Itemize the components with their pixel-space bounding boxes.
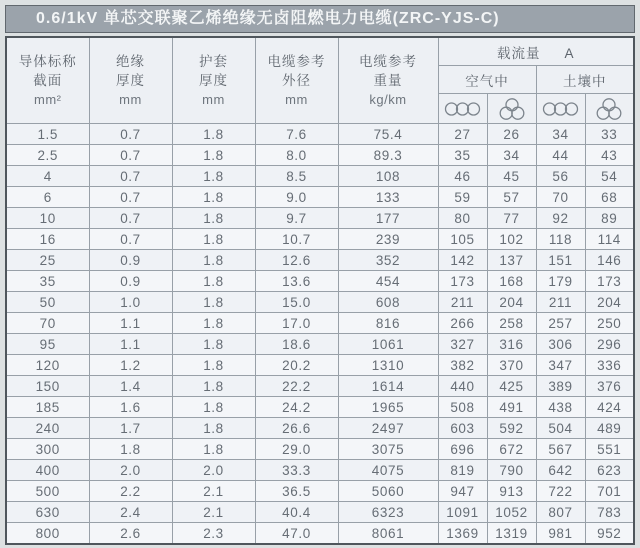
header-line: 绝缘 [116,54,145,69]
cell-ampacity-soil-flat: 347 [536,355,585,376]
header-line: 重量 [373,73,403,88]
cell-ampacity-soil-flat: 389 [536,376,585,397]
table-row [6,523,634,545]
spec-table-body [6,124,634,545]
cell-ampacity-air-flat: 696 [438,439,487,460]
cell-weight: 239 [338,229,438,250]
cell-weight: 4075 [338,460,438,481]
cell-conductor-section: 1.5 [6,124,89,145]
cell-insulation-thickness: 1.8 [89,439,172,460]
cell-ampacity-air-trefoil: 1052 [487,502,536,523]
cell-sheath-thickness: 1.8 [172,397,255,418]
cell-outer-diameter: 12.6 [255,250,338,271]
cell-ampacity-soil-trefoil: 489 [585,418,634,439]
cell-ampacity-soil-flat: 118 [536,229,585,250]
table-row [6,166,634,187]
cell-ampacity-soil-flat: 438 [536,397,585,418]
table-row [6,313,634,334]
cell-outer-diameter: 8.5 [255,166,338,187]
cell-conductor-section: 150 [6,376,89,397]
cell-insulation-thickness: 1.1 [89,334,172,355]
ampacity-label: 载流量 [497,45,541,61]
cell-outer-diameter: 7.6 [255,124,338,145]
cell-weight: 6323 [338,502,438,523]
cell-outer-diameter: 40.4 [255,502,338,523]
table-row [6,460,634,481]
cell-ampacity-soil-flat: 257 [536,313,585,334]
cell-ampacity-soil-trefoil: 701 [585,481,634,502]
header-line: 截面 [33,73,63,88]
cell-ampacity-air-trefoil: 34 [487,145,536,166]
cell-outer-diameter: 29.0 [255,439,338,460]
cell-ampacity-soil-flat: 56 [536,166,585,187]
header-unit: kg/km [369,92,407,107]
table-row [6,124,634,145]
cell-weight: 352 [338,250,438,271]
cell-conductor-section: 2.5 [6,145,89,166]
cell-sheath-thickness: 1.8 [172,313,255,334]
cell-ampacity-air-flat: 59 [438,187,487,208]
header-unit: mm [285,92,308,107]
cell-conductor-section: 50 [6,292,89,313]
cell-ampacity-air-trefoil: 258 [487,313,536,334]
cell-ampacity-air-flat: 173 [438,271,487,292]
cell-insulation-thickness: 0.7 [89,124,172,145]
header-sheath-thickness [172,37,255,124]
table-row [6,334,634,355]
three-circles-row-icon [536,94,585,124]
cell-sheath-thickness: 1.8 [172,418,255,439]
cell-conductor-section: 120 [6,355,89,376]
header-line: 导体标称 [18,54,77,69]
cell-ampacity-air-flat: 80 [438,208,487,229]
cell-sheath-thickness: 2.0 [172,460,255,481]
cell-ampacity-soil-flat: 981 [536,523,585,545]
cell-ampacity-air-flat: 35 [438,145,487,166]
cell-sheath-thickness: 1.8 [172,187,255,208]
cell-ampacity-soil-trefoil: 623 [585,460,634,481]
cell-ampacity-air-trefoil: 26 [487,124,536,145]
cell-ampacity-air-trefoil: 137 [487,250,536,271]
cell-sheath-thickness: 1.8 [172,292,255,313]
cell-ampacity-soil-trefoil: 952 [585,523,634,545]
cell-ampacity-soil-flat: 722 [536,481,585,502]
cell-ampacity-soil-trefoil: 250 [585,313,634,334]
cell-ampacity-air-trefoil: 204 [487,292,536,313]
cell-insulation-thickness: 0.7 [89,208,172,229]
cell-ampacity-soil-trefoil: 43 [585,145,634,166]
cell-sheath-thickness: 1.8 [172,271,255,292]
header-weight [338,37,438,124]
cell-outer-diameter: 47.0 [255,523,338,545]
cell-ampacity-soil-trefoil: 296 [585,334,634,355]
cell-ampacity-soil-trefoil: 68 [585,187,634,208]
cell-conductor-section: 500 [6,481,89,502]
cell-sheath-thickness: 1.8 [172,166,255,187]
cell-conductor-section: 800 [6,523,89,545]
cell-ampacity-air-flat: 27 [438,124,487,145]
cell-outer-diameter: 36.5 [255,481,338,502]
header-line: 电缆参考 [267,54,326,69]
cell-ampacity-soil-trefoil: 424 [585,397,634,418]
cell-weight: 1310 [338,355,438,376]
cell-insulation-thickness: 0.9 [89,271,172,292]
cell-weight: 2497 [338,418,438,439]
cell-sheath-thickness: 2.1 [172,502,255,523]
cell-ampacity-soil-flat: 179 [536,271,585,292]
cell-sheath-thickness: 1.8 [172,376,255,397]
header-line: 外径 [282,73,311,88]
cell-sheath-thickness: 1.8 [172,439,255,460]
cell-insulation-thickness: 1.7 [89,418,172,439]
table-row [6,271,634,292]
cell-ampacity-soil-trefoil: 173 [585,271,634,292]
cell-conductor-section: 240 [6,418,89,439]
cell-ampacity-air-trefoil: 592 [487,418,536,439]
cell-ampacity-soil-trefoil: 89 [585,208,634,229]
cell-ampacity-air-trefoil: 790 [487,460,536,481]
cell-ampacity-air-trefoil: 57 [487,187,536,208]
cell-ampacity-soil-trefoil: 783 [585,502,634,523]
cell-weight: 1061 [338,334,438,355]
cell-ampacity-soil-trefoil: 336 [585,355,634,376]
cell-conductor-section: 185 [6,397,89,418]
cable-spec-table [5,36,635,545]
table-row [6,229,634,250]
header-in-soil: 土壤中 [536,66,634,94]
cell-insulation-thickness: 1.2 [89,355,172,376]
header-line: 厚度 [199,73,228,88]
cell-ampacity-air-trefoil: 77 [487,208,536,229]
table-row [6,187,634,208]
cell-ampacity-soil-trefoil: 33 [585,124,634,145]
cell-insulation-thickness: 0.9 [89,250,172,271]
header-unit: mm² [34,92,62,107]
cell-sheath-thickness: 1.8 [172,208,255,229]
cell-ampacity-soil-flat: 34 [536,124,585,145]
cell-sheath-thickness: 1.8 [172,124,255,145]
cell-ampacity-air-flat: 1369 [438,523,487,545]
cell-insulation-thickness: 1.1 [89,313,172,334]
cell-weight: 133 [338,187,438,208]
cell-weight: 3075 [338,439,438,460]
cell-insulation-thickness: 1.6 [89,397,172,418]
cell-ampacity-air-trefoil: 102 [487,229,536,250]
cell-weight: 75.4 [338,124,438,145]
cell-ampacity-air-flat: 142 [438,250,487,271]
cell-insulation-thickness: 2.6 [89,523,172,545]
table-row [6,355,634,376]
cell-outer-diameter: 15.0 [255,292,338,313]
cell-ampacity-air-flat: 327 [438,334,487,355]
table-row [6,481,634,502]
cell-conductor-section: 4 [6,166,89,187]
cell-ampacity-air-trefoil: 370 [487,355,536,376]
table-row [6,208,634,229]
cell-outer-diameter: 9.7 [255,208,338,229]
cell-ampacity-air-flat: 603 [438,418,487,439]
cell-ampacity-air-flat: 105 [438,229,487,250]
cell-ampacity-soil-flat: 44 [536,145,585,166]
cell-ampacity-air-flat: 211 [438,292,487,313]
header-line: 电缆参考 [359,54,417,69]
cell-outer-diameter: 26.6 [255,418,338,439]
cell-ampacity-air-flat: 440 [438,376,487,397]
header-unit: mm [202,92,225,107]
cell-ampacity-air-trefoil: 316 [487,334,536,355]
cell-outer-diameter: 13.6 [255,271,338,292]
cell-conductor-section: 10 [6,208,89,229]
title-bar [5,5,635,33]
cell-weight: 1614 [338,376,438,397]
cell-sheath-thickness: 2.3 [172,523,255,545]
cell-sheath-thickness: 2.1 [172,481,255,502]
cell-conductor-section: 95 [6,334,89,355]
cell-ampacity-soil-flat: 807 [536,502,585,523]
cell-ampacity-soil-flat: 306 [536,334,585,355]
cell-outer-diameter: 10.7 [255,229,338,250]
cell-weight: 1965 [338,397,438,418]
cell-ampacity-air-trefoil: 491 [487,397,536,418]
cell-ampacity-soil-trefoil: 204 [585,292,634,313]
header-in-air: 空气中 [438,66,536,94]
cell-outer-diameter: 17.0 [255,313,338,334]
cell-conductor-section: 630 [6,502,89,523]
table-row [6,502,634,523]
cell-ampacity-air-trefoil: 913 [487,481,536,502]
cell-outer-diameter: 8.0 [255,145,338,166]
cell-weight: 108 [338,166,438,187]
cell-ampacity-soil-flat: 642 [536,460,585,481]
table-row [6,397,634,418]
cell-conductor-section: 70 [6,313,89,334]
three-circles-trefoil-icon [487,94,536,124]
cell-insulation-thickness: 1.0 [89,292,172,313]
cell-insulation-thickness: 0.7 [89,187,172,208]
header-conductor-section [6,37,89,124]
cell-ampacity-soil-flat: 567 [536,439,585,460]
cell-conductor-section: 16 [6,229,89,250]
cell-outer-diameter: 24.2 [255,397,338,418]
cell-conductor-section: 400 [6,460,89,481]
table-row [6,439,634,460]
cell-outer-diameter: 22.2 [255,376,338,397]
cell-weight: 816 [338,313,438,334]
cell-weight: 177 [338,208,438,229]
cell-ampacity-soil-trefoil: 146 [585,250,634,271]
cell-insulation-thickness: 0.7 [89,229,172,250]
cell-ampacity-air-trefoil: 425 [487,376,536,397]
cell-outer-diameter: 33.3 [255,460,338,481]
table-row [6,292,634,313]
cell-conductor-section: 25 [6,250,89,271]
cell-sheath-thickness: 1.8 [172,250,255,271]
header-insulation-thickness [89,37,172,124]
cell-ampacity-air-flat: 266 [438,313,487,334]
cell-outer-diameter: 20.2 [255,355,338,376]
cell-ampacity-air-trefoil: 1319 [487,523,536,545]
cell-ampacity-soil-flat: 70 [536,187,585,208]
cell-ampacity-air-flat: 382 [438,355,487,376]
three-circles-row-icon [438,94,487,124]
page-title: 0.6/1kV 单芯交联聚乙烯绝缘无卤阻燃电力电缆(ZRC-YJS-C) [36,10,500,27]
cell-ampacity-air-flat: 46 [438,166,487,187]
cell-outer-diameter: 18.6 [255,334,338,355]
cell-insulation-thickness: 1.4 [89,376,172,397]
cell-conductor-section: 35 [6,271,89,292]
cell-weight: 608 [338,292,438,313]
table-row [6,250,634,271]
cell-insulation-thickness: 0.7 [89,166,172,187]
three-circles-trefoil-icon [585,94,634,124]
table-row [6,418,634,439]
cell-ampacity-soil-trefoil: 551 [585,439,634,460]
cell-ampacity-air-trefoil: 45 [487,166,536,187]
header-line: 厚度 [116,73,145,88]
cell-ampacity-air-flat: 947 [438,481,487,502]
cell-ampacity-soil-trefoil: 54 [585,166,634,187]
cell-sheath-thickness: 1.8 [172,145,255,166]
cell-ampacity-soil-flat: 92 [536,208,585,229]
cell-insulation-thickness: 2.4 [89,502,172,523]
cell-sheath-thickness: 1.8 [172,229,255,250]
header-ampacity [438,37,634,66]
header-outer-diameter [255,37,338,124]
cell-outer-diameter: 9.0 [255,187,338,208]
table-row [6,145,634,166]
cell-insulation-thickness: 2.0 [89,460,172,481]
cell-weight: 89.3 [338,145,438,166]
cell-ampacity-air-trefoil: 672 [487,439,536,460]
header-line: 护套 [199,54,228,69]
cell-ampacity-soil-flat: 211 [536,292,585,313]
cell-conductor-section: 6 [6,187,89,208]
cell-ampacity-air-flat: 508 [438,397,487,418]
cell-weight: 5060 [338,481,438,502]
cell-ampacity-soil-flat: 504 [536,418,585,439]
header-unit: mm [119,92,142,107]
cell-conductor-section: 300 [6,439,89,460]
cell-ampacity-air-trefoil: 168 [487,271,536,292]
cell-weight: 8061 [338,523,438,545]
cell-ampacity-soil-trefoil: 376 [585,376,634,397]
cell-ampacity-soil-trefoil: 114 [585,229,634,250]
cell-sheath-thickness: 1.8 [172,355,255,376]
cell-ampacity-air-flat: 819 [438,460,487,481]
cell-ampacity-soil-flat: 151 [536,250,585,271]
cell-weight: 454 [338,271,438,292]
table-row [6,376,634,397]
cell-insulation-thickness: 2.2 [89,481,172,502]
ampacity-unit: A [564,45,575,61]
cell-insulation-thickness: 0.7 [89,145,172,166]
cell-ampacity-air-flat: 1091 [438,502,487,523]
cell-sheath-thickness: 1.8 [172,334,255,355]
